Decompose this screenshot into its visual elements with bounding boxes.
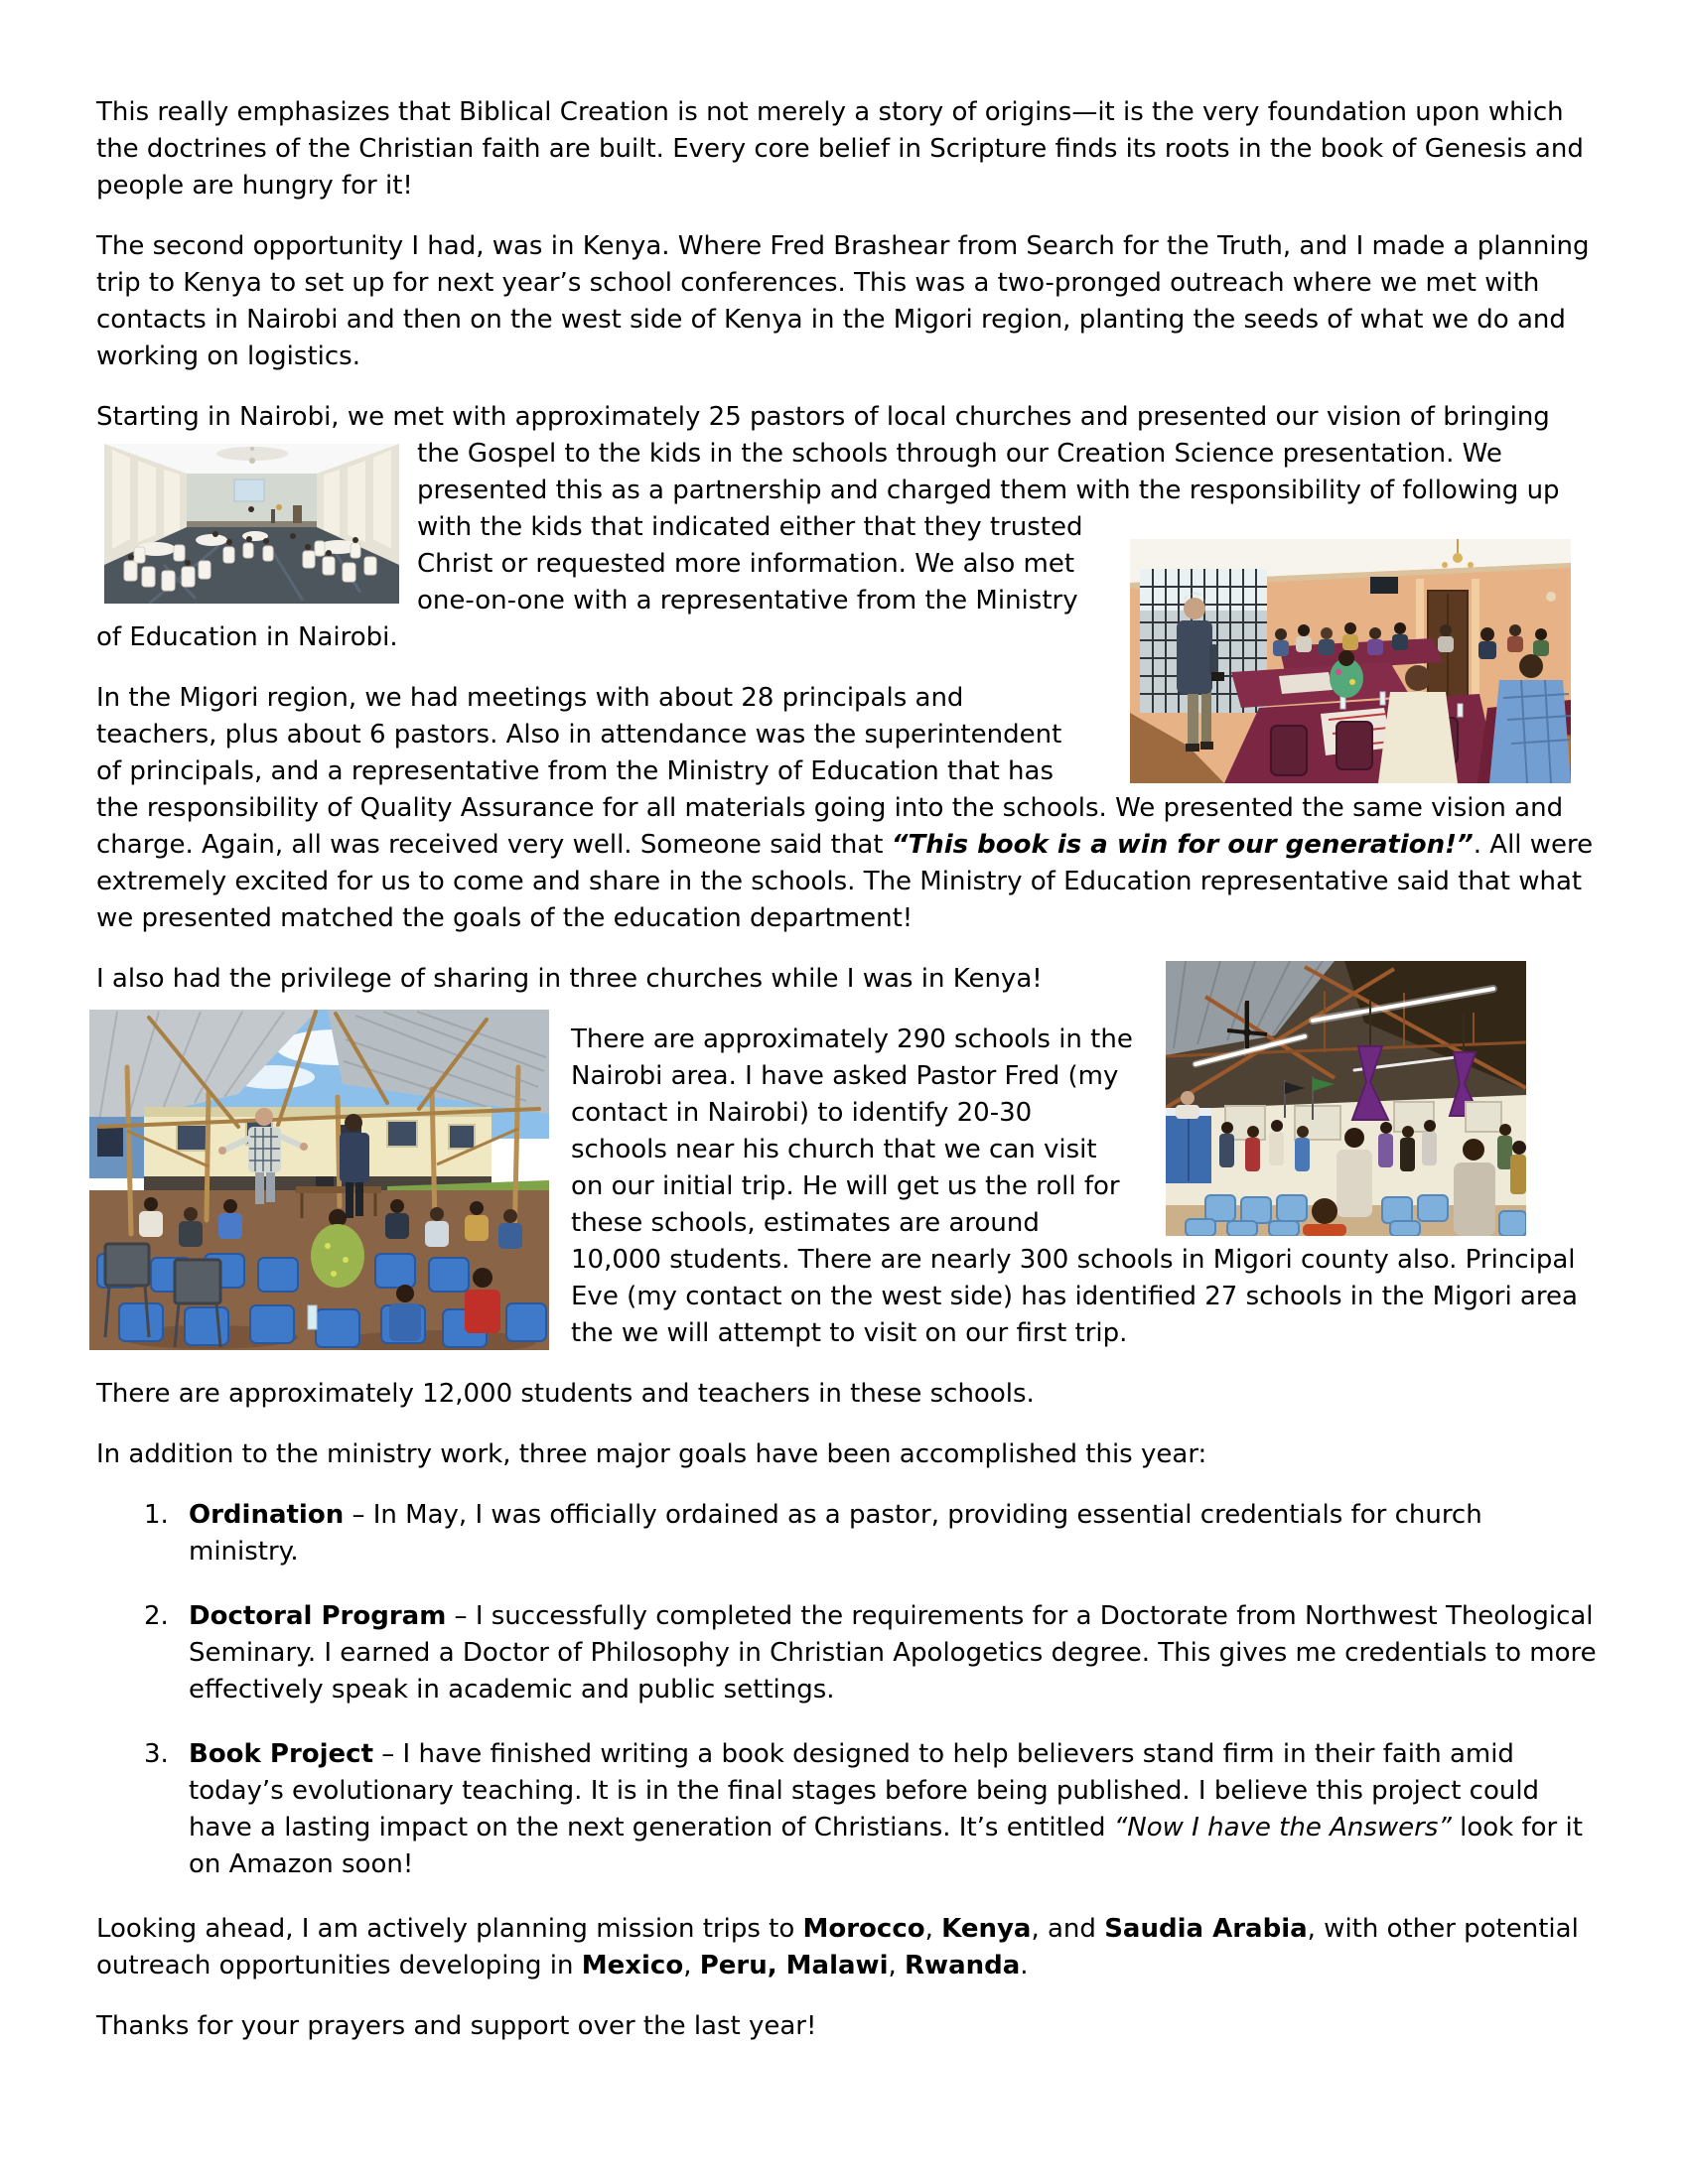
paragraph-three-churches [96, 961, 1597, 998]
country-saudia-arabia: Saudia Arabia [1104, 1914, 1308, 1944]
book-title: “Now I have the Answers” [1113, 1813, 1452, 1843]
paragraph-biblical-creation [96, 94, 1597, 205]
photo-open-air-church [89, 1010, 549, 1350]
paragraph-text: Starting in Nairobi, we met with approximately 25 pastors of local churches and presented our vision of [96, 402, 1444, 432]
paragraph-kenya-trip [96, 228, 1597, 375]
paragraph-text: , [888, 1951, 906, 1980]
paragraph-text: bringing the Gospel to the kids in the schools through our Creation Science presentation. We presented this as a partnership and charged them with the responsibility of following up with the kids that indicated either that they trusted [417, 402, 1560, 542]
goal-body: I successfully completed the requirements for a Doctorate from Northwest Theological Seminary. I earned a Doctor of Philosophy in Christian Apologetics degree. This gives me credentials to more effectively speak in academic and public settings. [189, 1601, 1597, 1705]
paragraph-text: There are approximately 290 schools in the Nairobi area. I have asked Pastor Fred (my contact in Nairobi) to identify 20-30 schools near his church that we can visit on our initial trip. He will get us the roll for these schools, estimates are around 10,000 students. There are nearly 300 schools in Migori county also. Principal Eve (my contact on the west side) has identified 27 schools in the Migori area the we will attempt to visit on our first trip. [571, 1024, 1578, 1348]
paragraph-text: , [924, 1914, 942, 1944]
paragraph-students-count [96, 1376, 1597, 1413]
goal-item-ordination [96, 1497, 1597, 1570]
paragraph-text: , [683, 1951, 700, 1980]
paragraph-text: , and [1031, 1914, 1105, 1944]
country-rwanda: Rwanda [905, 1951, 1021, 1980]
goal-body: In May, I was officially ordained as a pastor, providing essential credentials for church ministry. [189, 1500, 1482, 1567]
paragraph-text: In addition to the ministry work, three major goals have been accomplished this year: [96, 1439, 1207, 1469]
goal-item-book-project [96, 1736, 1597, 1883]
goal-separator: – [344, 1500, 373, 1530]
photo-nairobi-pastors-meeting [104, 444, 399, 604]
country-morocco: Morocco [802, 1914, 925, 1944]
country-kenya: Kenya [941, 1914, 1032, 1944]
paragraph-text: The second opportunity I had, was in Kenya. Where Fred Brashear from Search for the Truth, and I made a planning trip to Kenya to set up for next year’s school conferences. This was a two-pronged outreach where we met with contacts in Nairobi and then on the west side of Kenya in the Migori region, planting the seeds of what we do and working on logistics. [96, 231, 1590, 371]
paragraph-text: I also had the privilege of sharing in three churches while I was in Kenya! [96, 964, 1043, 994]
country-mexico: Mexico [581, 1951, 684, 1980]
paragraph-text: . [1020, 1951, 1029, 1980]
paragraph-text: There are approximately 12,000 students and teachers in these schools. [96, 1379, 1035, 1409]
goal-body: look for it on Amazon soon! [189, 1813, 1583, 1879]
paragraph-text: In the Migori region, we had meetings with about 28 principals and teachers, plus about 6 pastors. Also in attendance was the superintendent of principals, and a representative from the Ministry of Education that has the responsibility of Quality Assurance for all materials going into the schools. We presented the same vision and charge. Again, all was received very well. Someone said that [96, 683, 1564, 860]
list-number: 3. [144, 1739, 169, 1769]
goal-body: I have finished writing a book designed to help believers stand firm in their faith amid today’s evolutionary teaching. It is in the final stages before being published. I believe this project could have a lasting impact on the next generation of Christians. It’s entitled [189, 1739, 1540, 1843]
list-number: 2. [144, 1601, 169, 1631]
goal-separator: – [373, 1739, 403, 1769]
paragraph-text: Christ or requested more information. We also met one-on-one with a representative from the Ministry of Education in Nairobi. [96, 549, 1078, 652]
photo-church-interior-service [1166, 961, 1526, 1236]
paragraph-text: Thanks for your prayers and support over the last year! [96, 2011, 817, 2041]
goal-item-doctoral-program [96, 1598, 1597, 1708]
paragraph-text: This really emphasizes that Biblical Creation is not merely a story of origins—it is the very foundation upon which the doctrines of the Christian faith are built. Every core belief in Scripture finds its roots in the book of Genesis and people are hungry for it! [96, 97, 1584, 201]
photo-migori-leaders-meeting [1130, 539, 1571, 783]
list-number: 1. [144, 1500, 169, 1530]
inline-quote: “This book is a win for our generation!” [891, 830, 1474, 860]
goal-term: Book Project [189, 1739, 374, 1769]
paragraph-goals-intro [96, 1436, 1597, 1473]
goal-term: Ordination [189, 1500, 345, 1530]
paragraph-text: , with other potential outreach opportunities developing in [96, 1914, 1579, 1980]
paragraph-nairobi-meeting [96, 399, 1597, 656]
paragraph-looking-ahead [96, 1911, 1597, 1984]
goal-separator: – [446, 1601, 476, 1631]
paragraph-thanks [96, 2008, 1597, 2045]
paragraph-text: Looking ahead, I am actively planning mission trips to [96, 1914, 803, 1944]
goal-term: Doctoral Program [189, 1601, 447, 1631]
country-peru-malawi: Peru, Malawi [699, 1951, 889, 1980]
paragraph-text: . All were extremely excited for us to come and share in the schools. The Ministry of Education representative said that what we presented matched the goals of the education department! [96, 830, 1594, 933]
goals-list [96, 1497, 1597, 1883]
